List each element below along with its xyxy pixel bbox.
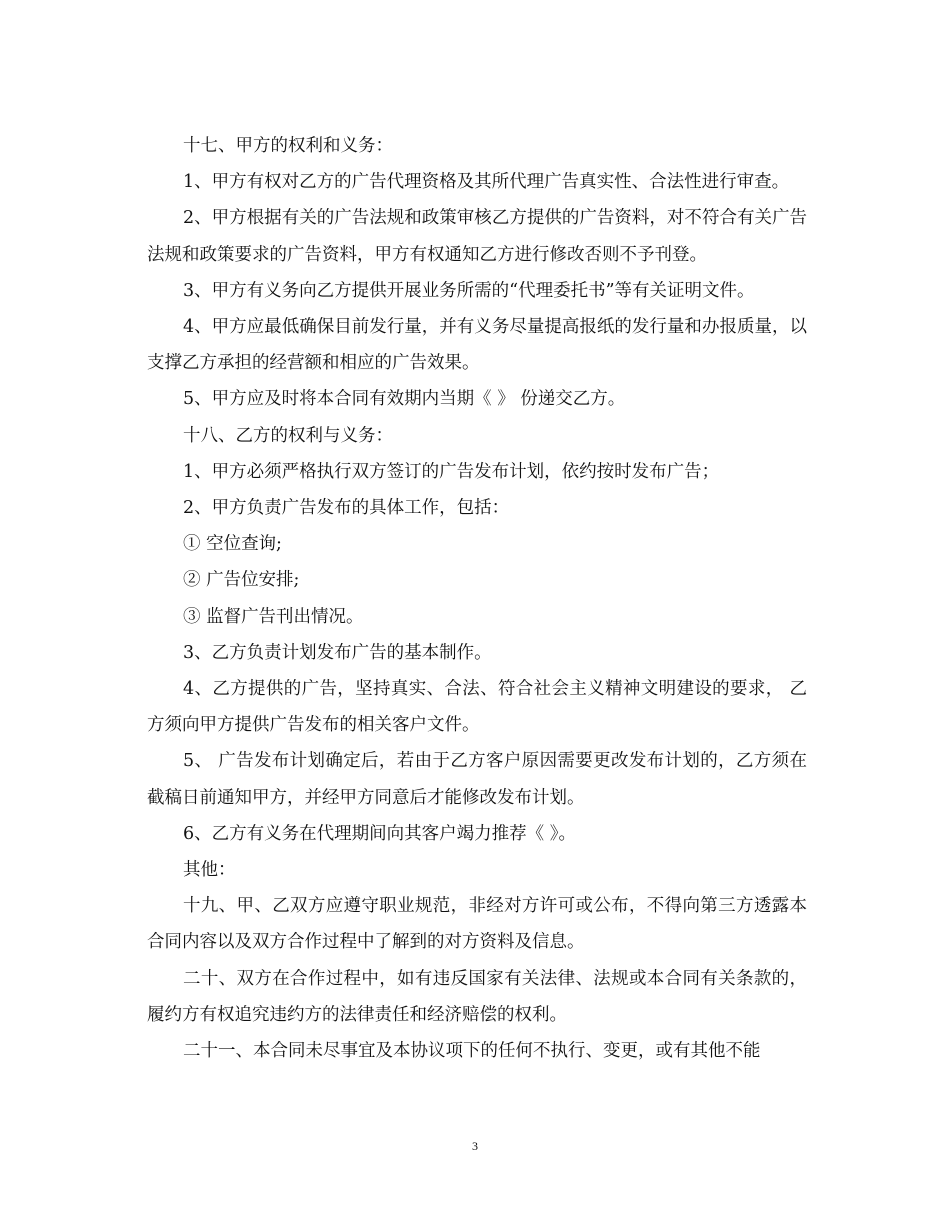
list-item-circled-1: ① 空位查询;	[183, 534, 282, 555]
page-number: 3	[472, 1139, 478, 1153]
paragraph-20: 二十、双方在合作过程中，如有违反国家有关法律、法规或本合同有关条款的，履约方有权追究违约方的法律责任和经济赔偿的权利。	[147, 968, 807, 1025]
section-heading-18: 十八、乙方的权利与义务：	[183, 425, 393, 446]
paragraph-18-5: 5、 广告发布计划确定后，若由于乙方客户原因需要更改发布计划的，乙方须在截稿日前通知甲方，并经甲方同意后才能修改发布计划。	[147, 751, 807, 808]
list-item-circled-3: ③ 监督广告刊出情况。	[183, 606, 364, 627]
paragraph-18-2: 2、甲方负责广告发布的具体工作，包括：	[183, 498, 510, 519]
paragraph-21: 二十一、本合同未尽事宜及本协议项下的任何不执行、变更，或有其他不能	[183, 1041, 761, 1062]
paragraph-18-6: 6、乙方有义务在代理期间向其客户竭力推荐《 》。	[183, 823, 576, 844]
paragraph-18-1: 1、甲方必须严格执行双方签订的广告发布计划，依约按时发布广告；	[183, 461, 720, 482]
paragraph-18-4: 4、乙方提供的广告，坚持真实、合法、符合社会主义精神文明建设的要求， 乙方须向甲方提供广告发布的相关客户文件。	[147, 679, 807, 736]
paragraph-18-3: 3、乙方负责计划发布广告的基本制作。	[183, 642, 492, 663]
paragraph-17-3: 3、甲方有义务向乙方提供开展业务所需的“代理委托书”等有关证明文件。	[183, 280, 755, 301]
document-body	[147, 128, 807, 1069]
list-item-circled-2: ② 广告位安排;	[183, 570, 300, 591]
paragraph-17-2: 2、甲方根据有关的广告法规和政策审核乙方提供的广告资料，对不符合有关广告法规和政策要求的广告资料，甲方有权通知乙方进行修改否则不予刊登。	[147, 208, 807, 265]
section-heading-other: 其他：	[183, 860, 236, 881]
paragraph-17-4: 4、甲方应最低确保目前发行量，并有义务尽量提高报纸的发行量和办报质量，以支撑乙方承担的经营额和相应的广告效果。	[147, 317, 807, 374]
paragraph-17-5: 5、甲方应及时将本合同有效期内当期《 》 份递交乙方。	[183, 389, 626, 410]
section-heading-17: 十七、甲方的权利和义务：	[183, 136, 393, 156]
paragraph-19: 十九、甲、乙双方应遵守职业规范，非经对方许可或公布，不得向第三方透露本合同内容以及双方合作过程中了解到的对方资料及信息。	[147, 896, 807, 953]
paragraph-17-1: 1、甲方有权对乙方的广告代理资格及其所代理广告真实性、合法性进行审查。	[183, 172, 790, 193]
